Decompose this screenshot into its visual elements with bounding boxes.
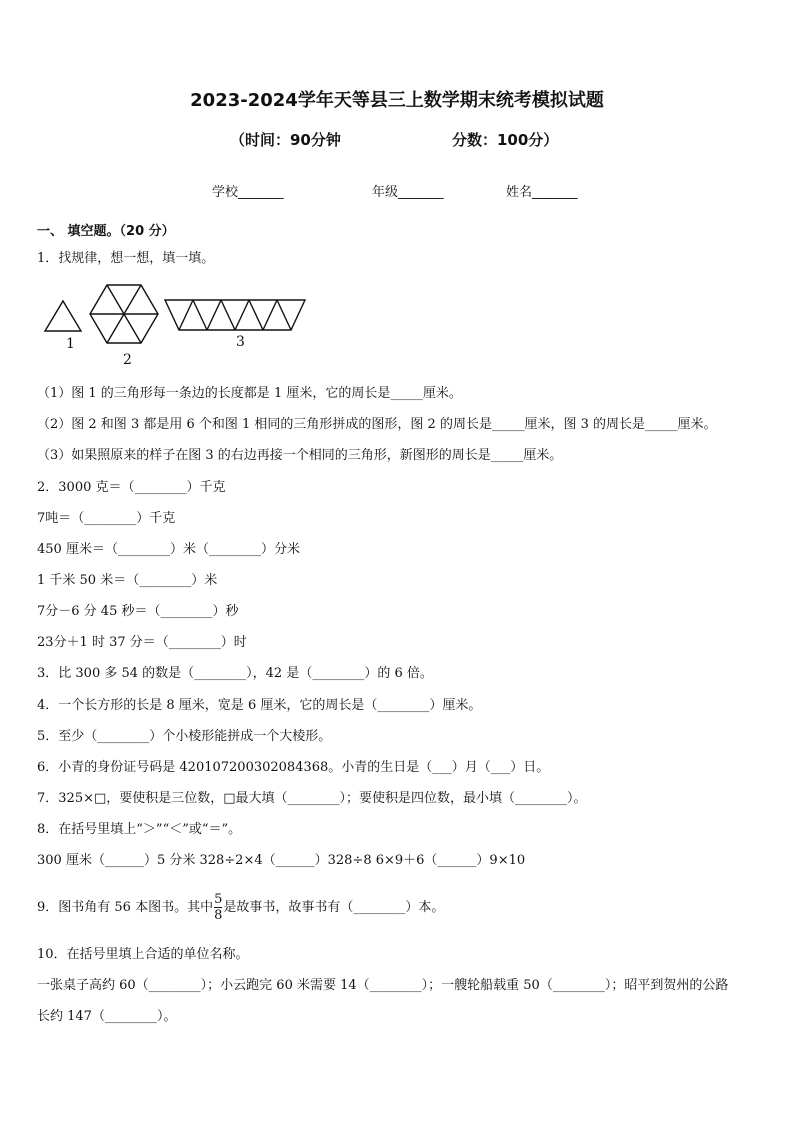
q9 (37, 890, 444, 926)
time-label: （时间：90分钟 (230, 131, 341, 149)
figure-3-label: 3 (236, 334, 245, 350)
school-field[interactable]: 学校_______ (212, 185, 284, 200)
q7: 7．325×□，要使积是三位数，□最大填（________）；要使积是四位数，最小填（________）。 (37, 791, 587, 806)
figure-2-label: 2 (123, 352, 132, 368)
q2-line2: 7吨＝（________）千克 (37, 511, 176, 526)
q8-stem: 8．在括号里填上“＞”“＜”或“＝”。 (37, 822, 242, 837)
q4: 4．一个长方形的长是 8 厘米，宽是 6 厘米，它的周长是（________）厘米。 (37, 698, 482, 713)
q9-before: 9．图书角有 56 本图书。其中 (37, 900, 214, 915)
q2-line6: 23分＋1 时 37 分＝（________）时 (37, 635, 247, 650)
fraction-numerator: 5 (214, 892, 223, 907)
figure-1-triangle (45, 301, 81, 331)
q2-line5: 7分－6 分 45 秒＝（________）秒 (37, 604, 239, 619)
page-title: 2023-2024学年天等县三上数学期末统考模拟试题 (190, 90, 604, 111)
q9-after: 是故事书，故事书有（________）本。 (223, 900, 445, 915)
q3: 3．比 300 多 54 的数是（________），42 是（________）的 6 倍。 (37, 666, 433, 681)
q2-line3: 450 厘米＝（________）米（________）分米 (37, 542, 300, 557)
q2-line4: 1 千米 50 米＝（________）米 (37, 573, 218, 588)
fraction-denominator: 8 (214, 908, 223, 923)
q5: 5．至少（________）个小棱形能拼成一个大棱形。 (37, 729, 332, 744)
q1-figure (40, 284, 340, 344)
q1-stem: 1．找规律，想一想，填一填。 (37, 251, 215, 266)
q2-line1: 2．3000 克＝（________）千克 (37, 480, 226, 495)
q1-part3: （3）如果照原来的样子在图 3 的右边再接一个相同的三角形，新图形的周长是_____厘米。 (37, 448, 563, 463)
name-field[interactable]: 姓名_______ (506, 185, 578, 200)
figure-2-hexagon (90, 285, 158, 343)
figure-3-strip (165, 300, 305, 330)
q8-row: 300 厘米（______）5 分米 328÷2×4（______）328÷8 6×9＋6（______）9×10 (37, 853, 526, 868)
q10-line1: 一张桌子高约 60（________）；小云跑完 60 米需要 14（________）；一艘轮船载重 50（________）；昭平到贺州的公路 (37, 978, 729, 993)
section-heading: 一、 填空题。（20 分） (37, 224, 175, 239)
q10-line2: 长约 147（________）。 (37, 1009, 177, 1024)
q1-part2: （2）图 2 和图 3 都是用 6 个和图 1 相同的三角形拼成的图形，图 2 的周长是_____厘米，图 3 的周长是_____厘米。 (37, 417, 717, 432)
figure-1-label: 1 (66, 336, 75, 352)
q6: 6．小青的身份证号码是 420107200302084368。小青的生日是（___）月（___）日。 (37, 760, 550, 775)
q9-fraction (214, 892, 222, 923)
grade-field[interactable]: 年级_______ (372, 185, 444, 200)
q10-stem: 10．在括号里填上合适的单位名称。 (37, 947, 249, 962)
score-label: 分数：100分） (452, 131, 559, 149)
q1-part1: （1）图 1 的三角形每一条边的长度都是 1 厘米，它的周长是_____厘米。 (37, 386, 462, 401)
